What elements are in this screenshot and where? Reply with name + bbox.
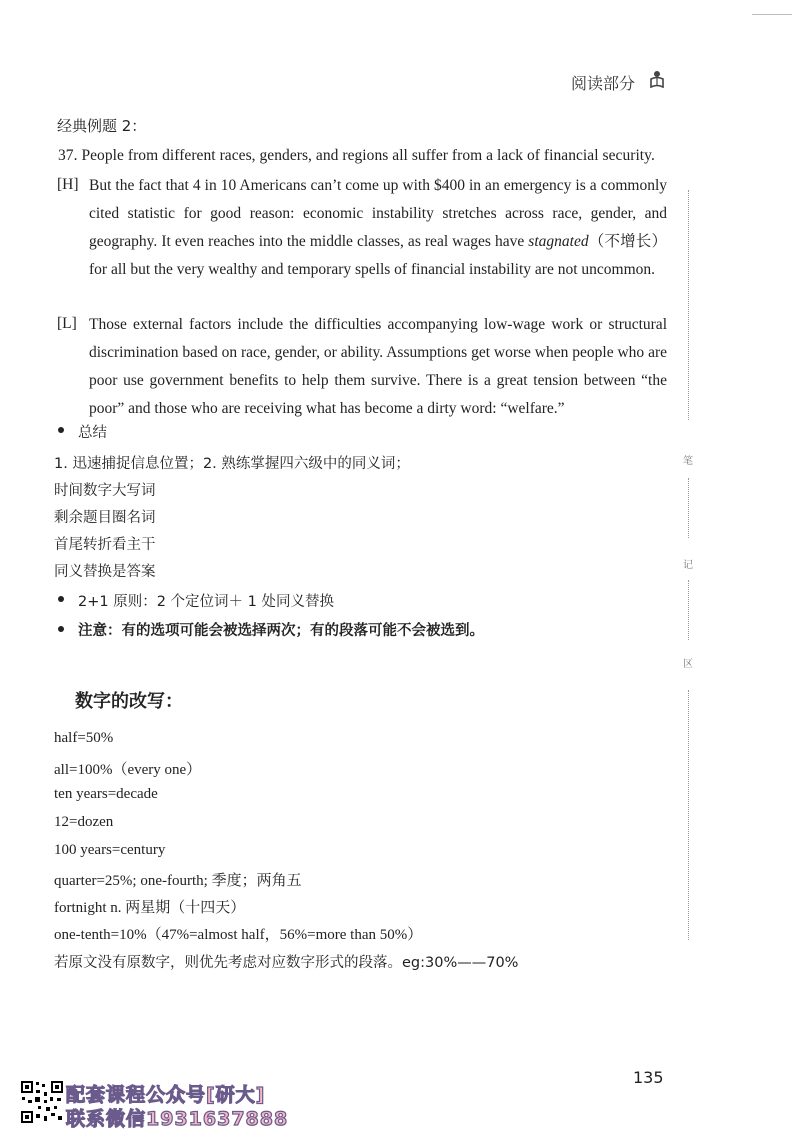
bullet-dot (58, 596, 64, 602)
margin-dotted-line (688, 690, 689, 940)
paragraph-h-italic-word: stagnated (528, 233, 589, 250)
margin-note-char: 笔 (683, 456, 693, 467)
margin-dotted-line (688, 190, 689, 420)
number-rule: 若原文没有原数字，则优先考虑对应数字形式的段落。eg:30%——70% (54, 955, 519, 971)
rule-2-plus-1: 2+1 原则：2 个定位词＋ 1 处同义替换 (78, 594, 334, 610)
summary-line: 时间数字大写词 (54, 483, 156, 499)
number-rule: 12=dozen (54, 814, 114, 830)
qr-code-icon (20, 1080, 64, 1124)
margin-dotted-line (688, 478, 689, 538)
numbers-section-title: 数字的改写： (75, 691, 183, 712)
number-rule: quarter=25%; one-fourth; 季度；两角五 (54, 873, 302, 889)
number-rule: one-tenth=10%（47%=almost half，56%=more than 50%） (54, 927, 423, 943)
summary-line: 剩余题目圈名词 (54, 510, 156, 526)
summary-line: 首尾转折看主干 (54, 537, 156, 553)
number-rule: all=100%（every one） (54, 762, 202, 778)
paragraph-h-tag: [H] (57, 176, 79, 193)
number-rule: ten years=decade (54, 786, 158, 802)
bullet-dot (58, 626, 64, 632)
bullet-dot (58, 427, 64, 433)
summary-line: 同义替换是答案 (54, 564, 156, 580)
watermark-line-1: 配套课程公众号[研大] (66, 1084, 266, 1106)
paragraph-h-text-after: （不增长）for all but the very wealthy and temporary spells of financial instability are not uncommon. (89, 233, 667, 278)
book-reader-icon (650, 70, 664, 88)
number-rule: half=50% (54, 730, 114, 746)
paragraph-h-text (89, 172, 667, 284)
watermark-line-2: 联系微信1931637888 (66, 1108, 289, 1130)
number-rule: fortnight n. 两星期（十四天） (54, 900, 246, 916)
example-label: 经典例题 2： (57, 117, 147, 135)
note-line: 注意：有的选项可能会被选择两次；有的段落可能不会被选到。 (78, 623, 484, 639)
paragraph-h-text-before: But the fact that 4 in 10 Americans can’t come up with $400 in an emergency is a commonly cited statistic for good reason: economic instability stretches across race, gender, and geography. It even reaches into the middle classes, as real wages have (89, 177, 667, 250)
section-header-title: 阅读部分 (571, 74, 636, 93)
top-decorative-rule (752, 14, 792, 15)
margin-note-char: 记 (683, 560, 693, 571)
summary-line: 1. 迅速捕捉信息位置；2. 熟练掌握四六级中的同义词； (54, 456, 410, 472)
paragraph-l-tag: [L] (57, 315, 77, 332)
margin-dotted-line (688, 580, 689, 640)
question-37: 37. People from different races, genders, and regions all suffer from a lack of financial security. (58, 147, 655, 164)
paragraph-l-text: Those external factors include the difficulties accompanying low-wage work or structural discrimination based on race, gender, or ability. Assumptions get worse when people who are poor use government benefits to help them survive. There is a great tension between “the poor” and those who are receiving what has become a dirty word: “welfare.” (89, 316, 667, 417)
summary-heading: 总结 (78, 425, 107, 441)
margin-note-char: 区 (683, 659, 693, 670)
number-rule: 100 years=century (54, 842, 166, 858)
page-number: 135 (633, 1068, 664, 1087)
